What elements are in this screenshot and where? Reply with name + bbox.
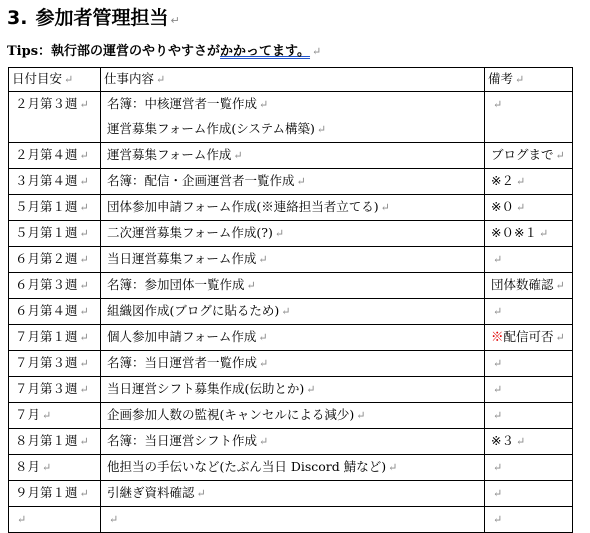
note-cell <box>485 221 573 247</box>
task-line <box>107 325 478 350</box>
task-line <box>107 169 478 194</box>
cell-mark-icon: ↵ <box>493 253 503 266</box>
task-text: 個人参加申請フォーム作成 <box>107 329 257 344</box>
task-text: 運営募集フォーム作成(システム構築) <box>107 121 315 136</box>
table-row <box>9 455 573 481</box>
cell-mark-icon: ↵ <box>17 513 27 526</box>
task-cell <box>101 92 485 143</box>
cell-mark-icon: ↵ <box>156 73 166 86</box>
cell-mark-icon: ↵ <box>555 279 565 292</box>
cell-mark-icon: ↵ <box>79 487 89 500</box>
task-cell <box>101 143 485 169</box>
cell-mark-icon: ↵ <box>493 409 503 422</box>
cell-mark-icon: ↵ <box>493 461 503 474</box>
table-row <box>9 143 573 169</box>
task-line <box>107 195 478 220</box>
cell-mark-icon: ↵ <box>538 227 549 240</box>
cell-mark-icon: ↵ <box>196 487 206 500</box>
note-cell <box>485 351 573 377</box>
date-text: ７月 <box>15 407 41 422</box>
date-cell <box>9 403 101 429</box>
note-cell <box>485 455 573 481</box>
note-text: 配信可否 <box>503 329 554 344</box>
note-cell <box>485 481 573 507</box>
cell-mark-icon: ↵ <box>79 357 89 370</box>
task-cell <box>101 403 485 429</box>
date-text: ８月第１週 <box>15 433 78 448</box>
table-row <box>9 92 573 143</box>
cell-mark-icon: ↵ <box>274 227 285 240</box>
date-text: ６月第４週 <box>15 303 78 318</box>
cell-mark-icon: ↵ <box>79 98 89 111</box>
note-text: ※３ <box>491 433 514 448</box>
note-cell <box>485 299 573 325</box>
date-cell <box>9 143 101 169</box>
task-cell <box>101 273 485 299</box>
note-text: 団体数確認 <box>491 277 554 292</box>
cell-mark-icon: ↵ <box>259 98 269 111</box>
tips-underlined-text: かかってます。 <box>220 44 311 59</box>
table-row <box>9 481 573 507</box>
note-cell <box>485 273 573 299</box>
table-row <box>9 221 573 247</box>
task-cell <box>101 429 485 455</box>
date-text: ２月第３週 <box>15 96 78 111</box>
note-cell <box>485 325 573 351</box>
task-line <box>107 403 478 428</box>
paragraph-mark-icon: ↵ <box>312 45 322 58</box>
table-row <box>9 507 573 533</box>
task-cell <box>101 325 485 351</box>
task-cell <box>101 507 485 533</box>
date-cell <box>9 481 101 507</box>
cell-mark-icon: ↵ <box>555 331 565 344</box>
task-text: 名簿：配信・企画運営者一覧作成 <box>107 173 295 188</box>
table-row <box>9 273 573 299</box>
schedule-table <box>8 67 573 533</box>
cell-mark-icon: ↵ <box>380 201 390 214</box>
paragraph-mark-icon: ↵ <box>170 14 180 27</box>
task-text: 引継ぎ資料確認 <box>107 485 195 500</box>
cell-mark-icon: ↵ <box>259 357 269 370</box>
table-row <box>9 403 573 429</box>
cell-mark-icon: ↵ <box>258 253 268 266</box>
task-line <box>107 247 478 272</box>
date-text: ７月第１週 <box>15 329 78 344</box>
date-cell <box>9 169 101 195</box>
cell-mark-icon: ↵ <box>79 149 89 162</box>
note-cell <box>485 377 573 403</box>
cell-mark-icon: ↵ <box>64 73 74 86</box>
date-text: ５月第１週 <box>15 199 78 214</box>
cell-mark-icon: ↵ <box>515 201 526 214</box>
task-text: 企画参加人数の監視(キャンセルによる減少) <box>107 407 355 422</box>
task-cell <box>101 455 485 481</box>
note-cell <box>485 247 573 273</box>
task-text: 名簿：当日運営者一覧作成 <box>107 355 258 370</box>
task-text: 他担当の手伝いなど(たぶん当日 Discord 鯖など) <box>107 459 387 474</box>
task-line <box>107 273 478 298</box>
cell-mark-icon: ↵ <box>246 279 256 292</box>
tips-label: Tips： <box>7 44 52 59</box>
cell-mark-icon: ↵ <box>79 253 89 266</box>
task-text: 当日運営募集フォーム作成 <box>107 251 257 266</box>
cell-mark-icon: ↵ <box>79 175 89 188</box>
note-cell <box>485 92 573 143</box>
cell-mark-icon: ↵ <box>79 201 89 214</box>
cell-mark-icon: ↵ <box>356 409 366 422</box>
date-text: ９月第１週 <box>15 485 78 500</box>
task-line <box>107 377 478 402</box>
cell-mark-icon: ↵ <box>555 149 565 162</box>
cell-mark-icon: ↵ <box>42 461 52 474</box>
note-text: ※０※１ <box>491 225 537 240</box>
date-text: ７月第３週 <box>15 355 78 370</box>
cell-mark-icon: ↵ <box>493 513 503 526</box>
date-cell <box>9 429 101 455</box>
task-cell <box>101 481 485 507</box>
task-line <box>107 507 478 532</box>
cell-mark-icon: ↵ <box>316 123 327 136</box>
cell-mark-icon: ↵ <box>515 73 525 86</box>
cell-mark-icon: ↵ <box>388 461 398 474</box>
section-title: 参加者管理担当 <box>35 7 169 29</box>
task-cell <box>101 247 485 273</box>
task-line <box>107 221 478 246</box>
task-line <box>107 299 478 324</box>
task-text: 団体参加申請フォーム作成(※連絡担当者立てる) <box>107 199 379 214</box>
table-row <box>9 351 573 377</box>
cell-mark-icon: ↵ <box>258 331 268 344</box>
task-cell <box>101 221 485 247</box>
cell-mark-icon: ↵ <box>515 175 526 188</box>
note-cell <box>485 195 573 221</box>
cell-mark-icon: ↵ <box>109 513 119 526</box>
task-cell <box>101 299 485 325</box>
table-row <box>9 429 573 455</box>
date-text: ３月第４週 <box>15 173 78 188</box>
cell-mark-icon: ↵ <box>493 98 503 111</box>
cell-mark-icon: ↵ <box>79 331 89 344</box>
cell-mark-icon: ↵ <box>259 435 269 448</box>
date-text: ５月第１週 <box>15 225 78 240</box>
task-cell <box>101 377 485 403</box>
cell-mark-icon: ↵ <box>79 305 89 318</box>
cell-mark-icon: ↵ <box>79 435 89 448</box>
date-cell <box>9 92 101 143</box>
date-text: ８月 <box>15 459 41 474</box>
cell-mark-icon: ↵ <box>79 383 89 396</box>
tips-text: 執行部の運営のやりやすさが <box>51 44 221 59</box>
date-text: ６月第２週 <box>15 251 78 266</box>
date-text: ７月第３週 <box>15 381 78 396</box>
table-row <box>9 377 573 403</box>
task-line <box>107 92 478 117</box>
task-text: 運営募集フォーム作成 <box>107 147 232 162</box>
header-cell-date: 日付目安 ↵ <box>9 68 101 92</box>
task-line <box>107 117 478 142</box>
note-cell <box>485 507 573 533</box>
cell-mark-icon: ↵ <box>306 383 316 396</box>
date-cell <box>9 325 101 351</box>
date-cell <box>9 299 101 325</box>
cell-mark-icon: ↵ <box>79 279 89 292</box>
note-text: ※２ <box>491 173 514 188</box>
date-cell <box>9 247 101 273</box>
date-cell <box>9 377 101 403</box>
date-text: ６月第３週 <box>15 277 78 292</box>
task-text: 名簿：参加団体一覧作成 <box>107 277 245 292</box>
cell-mark-icon: ↵ <box>79 227 89 240</box>
cell-mark-icon: ↵ <box>296 175 306 188</box>
date-cell <box>9 455 101 481</box>
table-row <box>9 325 573 351</box>
task-line <box>107 351 478 376</box>
table-row <box>9 299 573 325</box>
table-row <box>9 195 573 221</box>
cell-mark-icon: ↵ <box>493 357 503 370</box>
date-cell <box>9 273 101 299</box>
task-line <box>107 481 478 506</box>
date-text: ２月第４週 <box>15 147 78 162</box>
header-cell-task: 仕事内容 ↵ <box>101 68 485 92</box>
date-cell <box>9 195 101 221</box>
task-cell <box>101 351 485 377</box>
cell-mark-icon: ↵ <box>493 383 503 396</box>
cell-mark-icon: ↵ <box>281 305 291 318</box>
note-cell <box>485 143 573 169</box>
tips-line <box>7 42 321 62</box>
task-cell <box>101 195 485 221</box>
task-cell <box>101 169 485 195</box>
section-heading <box>7 4 180 32</box>
task-text: 名簿：当日運営シフト作成 <box>107 433 258 448</box>
date-cell <box>9 221 101 247</box>
cell-mark-icon: ↵ <box>493 487 503 500</box>
task-text: 二次運営募集フォーム作成(?) <box>107 225 273 240</box>
task-text: 組織図作成(ブログに貼るため) <box>107 303 280 318</box>
note-cell <box>485 403 573 429</box>
cell-mark-icon: ↵ <box>42 409 52 422</box>
task-line <box>107 143 478 168</box>
header-cell-note: 備考 ↵ <box>485 68 573 92</box>
task-text: 名簿：中核運営者一覧作成 <box>107 96 258 111</box>
note-cell <box>485 429 573 455</box>
date-cell <box>9 351 101 377</box>
note-text: ※０ <box>491 199 514 214</box>
date-cell <box>9 507 101 533</box>
cell-mark-icon: ↵ <box>515 435 526 448</box>
cell-mark-icon: ↵ <box>233 149 243 162</box>
task-line <box>107 455 478 480</box>
note-text: ブログまで <box>491 147 554 162</box>
task-line <box>107 429 478 454</box>
table-header-row <box>9 68 573 92</box>
section-number: 3. <box>7 7 28 29</box>
table-row <box>9 169 573 195</box>
cell-mark-icon: ↵ <box>493 305 503 318</box>
table-row <box>9 247 573 273</box>
note-cell <box>485 169 573 195</box>
task-text: 当日運営シフト募集作成(伝助とか) <box>107 381 305 396</box>
note-red-text: ※ <box>491 329 504 344</box>
